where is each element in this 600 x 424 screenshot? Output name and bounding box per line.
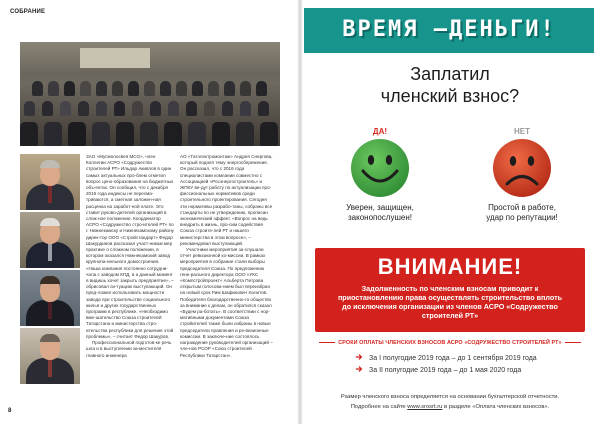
no-caption: Простой в работе, (488, 203, 556, 212)
page-gutter (297, 0, 303, 424)
no-caption: удар по репутации! (486, 212, 558, 222)
payment-dates-heading: СРОКИ ОПЛАТЫ ЧЛЕНСКИХ ВЗНОСОВ АСРО «СОДРУЖЕСТВО СТРОИТЕЛЕЙ РТ» (300, 340, 600, 346)
portrait-photo (20, 328, 80, 384)
payment-date-text: За I полугодие 2019 года – до 1 сентября 2019 года (369, 355, 537, 362)
yes-caption: законопослушен! (348, 212, 412, 222)
page-number: 8 (8, 408, 12, 414)
question-line: Заплатил (410, 64, 490, 84)
yes-answer (325, 127, 435, 222)
portrait-photo (20, 154, 80, 210)
arrow-right-icon (355, 365, 363, 373)
no-label: НЕТ (514, 127, 530, 136)
portrait-photo (20, 270, 80, 326)
arrow-right-icon (355, 353, 363, 361)
yes-caption: Уверен, защищен, (346, 203, 414, 212)
paragraph: Профессиональной подготов-ке речь шла и в выступлении за-местителя главного инженера (86, 340, 172, 358)
payment-date-text: За II полугодие 2019 года – до 1 мая 2020 года (369, 367, 522, 374)
payment-date-row (355, 353, 537, 362)
portrait-photo (20, 212, 80, 268)
time-is-money-banner (304, 8, 594, 53)
website-link[interactable]: www.srosrt.ru (407, 404, 443, 410)
article-column-right (180, 154, 274, 359)
warning-title: ВНИМАНИЕ! (377, 254, 523, 279)
happy-face-icon (349, 137, 411, 199)
paragraph: Участники мероприятия за-слушали отчет ревизионной ко-миссии. В рамках мероприятия в собрание стали выборы председателя Союза. По предложению гене-рального директора ООО «УКС «Компстройпроект» Альберта Петрова открытым голосова-нием был переизбран на новый срок Рим Шафикович Халитов. Победителя благодарственно-го общество за внимание к делам, он обратился сказал «Будем ра-ботать». В соответствии с нор-мативными документами Союза стройителей также были избраны в новые председатели правления и ре-визионные комиссии. В заключе-ние состоялось награждение руководителей организаций – чле-нов РСОР «Союз строителей Республики Татарстан». (180, 247, 273, 358)
sad-face-icon (491, 137, 553, 199)
paragraph: АО «Татэлектромонтаж» Андрея Снергова, который поднял тему энергосбережения. Он рассказал, что с 2016 года специалистами компании совместно с Ассоциацией «Росэнергостроитель» и ЖПКУ ве-дут работу по актуализации про-фессиональных нормативов среди строительного проектирования. Сегодня эти нормативы разрабо-таны, собраны все стандарты по не утверждению, прописан экономический эффект. «Вопрос на ведь внедрить в жизнь, про-сим содействия Союза строите-лей РТ и нашего министерства в этом вопросе», – рекомендовал выступающий. (180, 154, 273, 246)
no-answer (467, 127, 577, 222)
paragraph: ЗАО «Мусмолосвея МСО», член Коллегии АСРО «Содружество строителей РТ» Ильдар Акивлов в один самых актуальных про-блем отметил вопрос цено-образования на бюджетных объ-ектах. Он сообщил, что с декабря 2016 года индексы не пересма-триваются, а сметная заложен-ная расценка на заработ-ной плате. Это ставит руково-дителей организаций в слож-ное положение. Координатор АСРО «Содружество стро-ителей РТ» по г. Нижнекамску и Нижнекамскому району дирек-тор ООО «Стройстандарт» Федор Шакурдинов рассказал участ-никам мер практике о сложном положении, в котором оказался Нижнекамский завод крупнопа-нельного домостроения. «Наша компания постоянно сотрудни-чала с заводом КПД, в а данный момент я видишь хочет закрыть предприятие», – обрисовал си-туацию выступающий. Он пред-ложил использовать мощности завода при строительстве социального жилья и других государственных программ в республике. «Необходимо вме-шательство Союза строителей Татарстана и министерства стро-ительства республики для решения этой проблемы», – считает Федор Шакуров. (86, 154, 174, 339)
article-column-left (86, 154, 174, 359)
question-line: членский взнос? (380, 86, 520, 106)
meeting-photo (20, 42, 280, 146)
payment-date-row (355, 365, 521, 374)
warning-box (315, 248, 585, 332)
footer-line: Подробнее на сайте www.srosrt.ru в разделе «Оплата членских взносов». (350, 404, 550, 410)
footer-note (300, 392, 600, 412)
footer-line: Размер членского взноса определяется на основании бухгалтерской отчетности. (340, 394, 560, 400)
yes-label: ДА! (372, 127, 388, 136)
banner-title: ВРЕМЯ –ДЕНЬГИ! (342, 17, 556, 42)
warning-text: Задолженность по членским взносам приводит к приостановлению права осуществлять строительство вплоть до исключения организации из членов АСРО «Содружество строителей РТ» (337, 284, 563, 320)
section-label: СОБРАНИЕ (10, 9, 46, 15)
membership-fee-question (300, 63, 600, 107)
